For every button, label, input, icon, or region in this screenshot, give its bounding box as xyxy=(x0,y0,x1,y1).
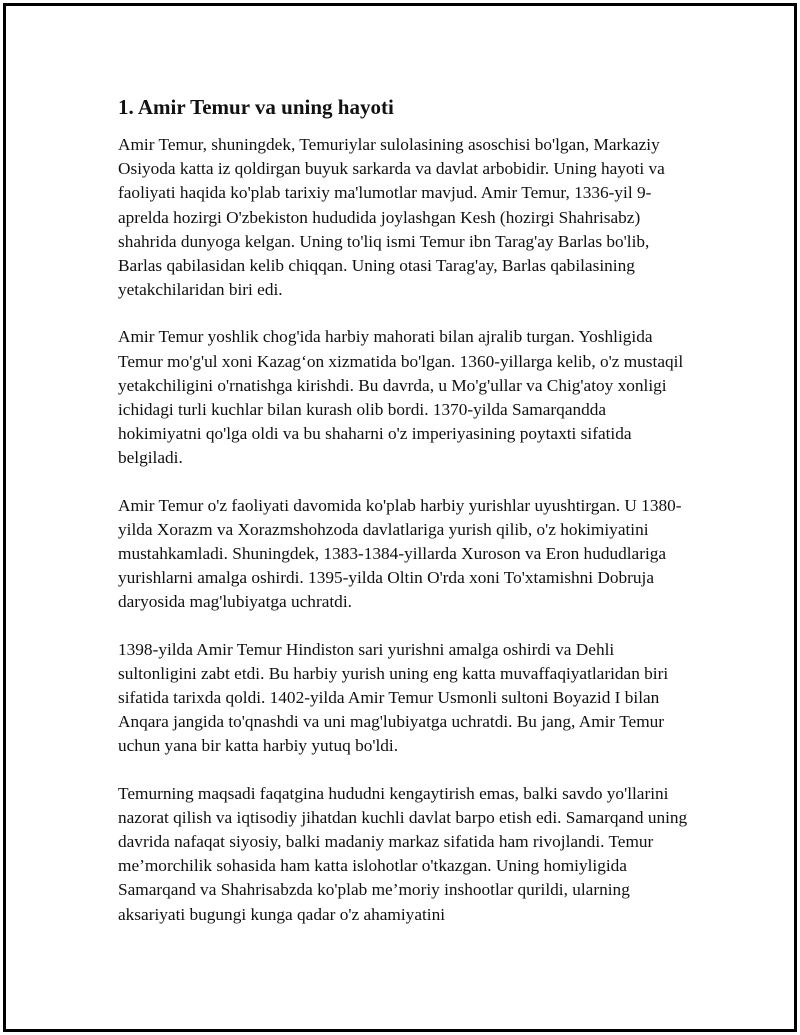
paragraph-4: 1398-yilda Amir Temur Hindiston sari yurishni amalga oshirdi va Dehli sultonligini zabt etdi. Bu harbiy yurish uning eng katta muvaffaqiyatlaridan biri sifatida tarixda qoldi. 1402-yilda Amir Temur Usmonli sultoni Boyazid I bilan Anqara jangida to'qnashdi va uni mag'lubiyatga uchratdi. Bu jang, Amir Temur uchun yana bir katta harbiy yutuq bo'ldi. xyxy=(118,639,669,756)
paragraph-1: Amir Temur, shuningdek, Temuriylar sulolasining asoschisi bo'lgan, Markaziy Osiyoda katta iz qoldirgan buyuk sarkarda va davlat arbobidir. Uning hayoti va faoliyati haqida ko'plab tarixiy ma'lumotlar mavjud. Amir Temur, 1336-yil 9-aprelda hozirgi O'zbekiston hududida joylashgan Kesh (hozirgi Shahrisabz) shahrida dunyoga kelgan. Uning to'liq ismi Temur ibn Tarag'ay Barlas bo'lib, Barlas qabilasidan kelib chiqqan. Uning otasi Tarag'ay, Barlas qabilasining yetakchilaridan biri edi. xyxy=(118,135,665,300)
paragraph-5: Temurning maqsadi faqatgina hududni kengaytirish emas, balki savdo yo'llarini nazorat qilish va iqtisodiy jihatdan kuchli davlat barpo etish edi. Samarqand uning davrida nafaqat siyosiy, balki madaniy markaz sifatida ham rivojlandi. Temur me’morchilik sohasida ham katta islohotlar o'tkazgan. Uning homiyligida Samarqand va Shahrisabzda ko'plab me’moriy inshootlar qurildi, ularning aksariyati bugungi kunga qadar o'z ahamiyatini xyxy=(118,783,688,924)
paragraph-3: Amir Temur o'z faoliyati davomida ko'plab harbiy yurishlar uyushtirgan. U 1380-yilda Xorazm va Xorazmshohzoda davlatlariga yurish qilib, o'z hokimiyatini mustahkamladi. Shuningdek, 1383-1384-yillarda Xuroson va Eron hududlariga yurishlarni amalga oshirdi. 1395-yilda Oltin O'rda xoni To'xtamishni Dobruja daryosida mag'lubiyatga uchratdi. xyxy=(118,495,682,612)
document-body xyxy=(118,94,690,950)
section-heading: 1. Amir Temur va uning hayoti xyxy=(118,95,394,119)
paragraph-2: Amir Temur yoshlik chog'ida harbiy mahorati bilan ajralib turgan. Yoshligida Temur mo'g'ul xoni Kazag‘on xizmatida bo'lgan. 1360-yillarga kelib, o'z mustaqil yetakchiligini o'rnatishga kirishdi. Bu davrda, u Mo'g'ullar va Chig'atoy xonligi ichidagi turli kuchlar bilan kurash olib bordi. 1370-yilda Samarqandda hokimiyatni qo'lga oldi va bu shaharni o'z imperiyasining poytaxti sifatida belgiladi. xyxy=(118,327,684,468)
